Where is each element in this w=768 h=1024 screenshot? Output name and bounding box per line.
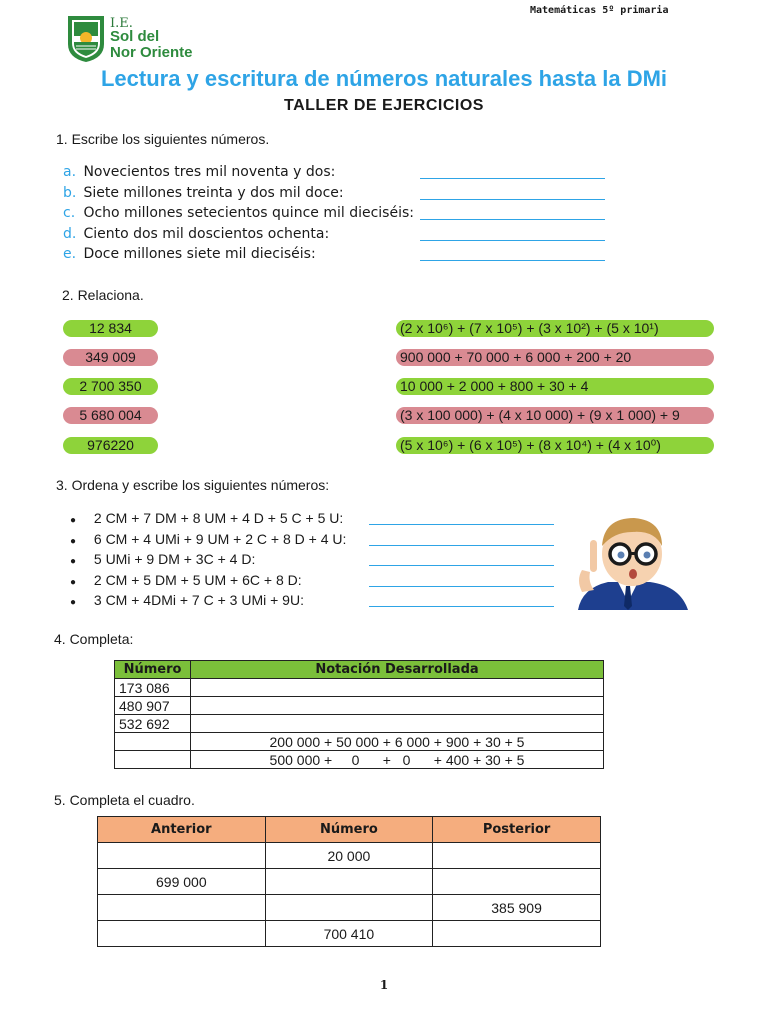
bullet-icon: ●: [70, 515, 77, 526]
table-cell-notation[interactable]: [191, 715, 604, 733]
match-left-item[interactable]: 2 700 350: [63, 378, 158, 395]
table-header-row: [115, 661, 604, 679]
expanded-notation-table: [114, 660, 604, 769]
table-cell-notation[interactable]: [191, 697, 604, 715]
exercise-letter: c.: [63, 205, 76, 221]
exercise-text: Siete millones treinta y dos mil doce:: [83, 184, 344, 201]
bullet-icon: ●: [70, 597, 77, 608]
answer-line[interactable]: [369, 545, 554, 546]
order-text: 5 UMi + 9 DM + 3C + 4 D:: [93, 551, 256, 567]
answer-line[interactable]: [369, 606, 554, 607]
answer-line[interactable]: [420, 199, 605, 200]
order-text: 3 CM + 4DMi + 7 C + 3 UMi + 9U:: [93, 592, 304, 608]
column-header-numero: Número: [265, 817, 433, 843]
table-cell[interactable]: 699 000: [98, 869, 266, 895]
order-item: [70, 592, 570, 613]
table-cell[interactable]: [98, 843, 266, 869]
table-cell-number[interactable]: 532 692: [115, 715, 191, 733]
column-header-anterior: Anterior: [98, 817, 266, 843]
table-cell-notation[interactable]: 500 000 + 0 + 0 + 400 + 30 + 5: [191, 751, 604, 769]
order-text: 6 CM + 4 UMi + 9 UM + 2 C + 8 D + 4 U:: [93, 530, 347, 547]
table-cell-notation[interactable]: 200 000 + 50 000 + 6 000 + 900 + 30 + 5: [191, 733, 604, 751]
table-cell[interactable]: [433, 921, 601, 947]
match-right-item[interactable]: (3 x 100 000) + (4 x 10 000) + (9 x 1 000) + 9: [396, 407, 714, 424]
section1-list: [63, 164, 623, 267]
table-row: [115, 697, 604, 715]
page-subtitle: TALLER DE EJERCICIOS: [284, 97, 484, 114]
order-item: [70, 531, 570, 552]
answer-line[interactable]: [420, 219, 605, 220]
table-cell[interactable]: 385 909: [433, 895, 601, 921]
table-row: [98, 869, 601, 895]
section5-title: 5. Completa el cuadro.: [54, 792, 195, 808]
table-row: [98, 921, 601, 947]
exercise-text: Doce millones siete mil dieciséis:: [83, 246, 316, 262]
match-right-item[interactable]: (2 x 10⁶) + (7 x 10⁵) + (3 x 10²) + (5 x 10¹): [396, 320, 714, 337]
table-cell-number[interactable]: [115, 751, 191, 769]
column-header: Número: [115, 661, 191, 679]
table-row: [98, 843, 601, 869]
answer-line[interactable]: [369, 586, 554, 587]
table-row: [115, 733, 604, 751]
bullet-icon: ●: [70, 556, 77, 567]
table-row: [115, 679, 604, 697]
exercise-item-c: [63, 205, 623, 226]
section4-title: 4. Completa:: [54, 631, 134, 647]
table-cell-notation[interactable]: [191, 679, 604, 697]
exercise-item-b: [63, 185, 623, 206]
subject-label: Matemáticas 5º primaria: [530, 5, 669, 16]
column-header: Notación Desarrollada: [191, 661, 604, 679]
match-left-item[interactable]: 12 834: [63, 320, 158, 337]
logo-school-name-line1: Sol del: [110, 28, 160, 45]
exercise-text: Ocho millones setecientos quince mil dieciséis:: [83, 205, 414, 221]
order-item: [70, 510, 570, 531]
match-right-item[interactable]: 900 000 + 70 000 + 6 000 + 200 + 20: [396, 349, 714, 366]
section2-title: 2. Relaciona.: [62, 287, 144, 303]
order-item: [70, 572, 570, 593]
page-number: 1: [379, 978, 389, 992]
answer-line[interactable]: [369, 524, 554, 525]
exercise-text: Ciento dos mil doscientos ochenta:: [83, 225, 330, 242]
answer-line[interactable]: [420, 178, 605, 179]
table-row: [98, 895, 601, 921]
exercise-letter: d.: [63, 225, 77, 242]
table-cell[interactable]: [98, 921, 266, 947]
school-logo: [66, 14, 206, 66]
kid-with-glasses-illustration: [560, 510, 695, 610]
table-cell[interactable]: [433, 869, 601, 895]
table-row: [115, 715, 604, 733]
match-left-item[interactable]: 349 009: [63, 349, 158, 366]
answer-line[interactable]: [420, 260, 605, 261]
table-cell-number[interactable]: 480 907: [115, 697, 191, 715]
table-cell[interactable]: [433, 843, 601, 869]
exercise-letter: e.: [63, 246, 77, 262]
table-cell-number[interactable]: [115, 733, 191, 751]
logo-school-name-line2: Nor Oriente: [110, 44, 193, 61]
column-header-posterior: Posterior: [433, 817, 601, 843]
bullet-icon: ●: [70, 535, 77, 547]
table-row: [115, 751, 604, 769]
table-cell[interactable]: 20 000: [265, 843, 433, 869]
match-right-item[interactable]: (5 x 10⁶) + (6 x 10⁵) + (8 x 10⁴) + (4 x 10⁰): [396, 437, 714, 454]
order-text: 2 CM + 7 DM + 8 UM + 4 D + 5 C + 5 U:: [93, 510, 344, 526]
order-item: [70, 551, 570, 572]
section3-title: 3. Ordena y escribe los siguientes números:: [56, 477, 330, 493]
exercise-item-d: [63, 226, 623, 247]
exercise-letter: b.: [63, 184, 77, 201]
table-cell[interactable]: [265, 869, 433, 895]
match-left-item[interactable]: 5 680 004: [63, 407, 158, 424]
page-title: Lectura y escritura de números naturales hasta la DMi: [100, 66, 668, 91]
shield-logo-icon: [66, 14, 106, 64]
table-cell-number[interactable]: 173 086: [115, 679, 191, 697]
bullet-icon: ●: [70, 576, 77, 588]
order-text: 2 CM + 5 DM + 5 UM + 6C + 8 D:: [93, 571, 302, 588]
predecessor-successor-table: [97, 816, 601, 947]
section3-list: [70, 510, 570, 613]
table-cell[interactable]: 700 410: [265, 921, 433, 947]
match-left-item[interactable]: 976220: [63, 437, 158, 454]
exercise-text: Novecientos tres mil noventa y dos:: [83, 164, 336, 180]
section1-title: 1. Escribe los siguientes números.: [56, 131, 270, 147]
exercise-letter: a.: [63, 164, 77, 180]
logo-ie-text: I.E.: [110, 16, 133, 31]
table-cell[interactable]: [98, 895, 266, 921]
table-cell[interactable]: [265, 895, 433, 921]
exercise-item-a: [63, 164, 623, 185]
answer-line[interactable]: [420, 240, 605, 241]
match-right-item[interactable]: 10 000 + 2 000 + 800 + 30 + 4: [396, 378, 714, 395]
table-header-row: [98, 817, 601, 843]
answer-line[interactable]: [369, 565, 554, 566]
exercise-item-e: [63, 246, 623, 267]
